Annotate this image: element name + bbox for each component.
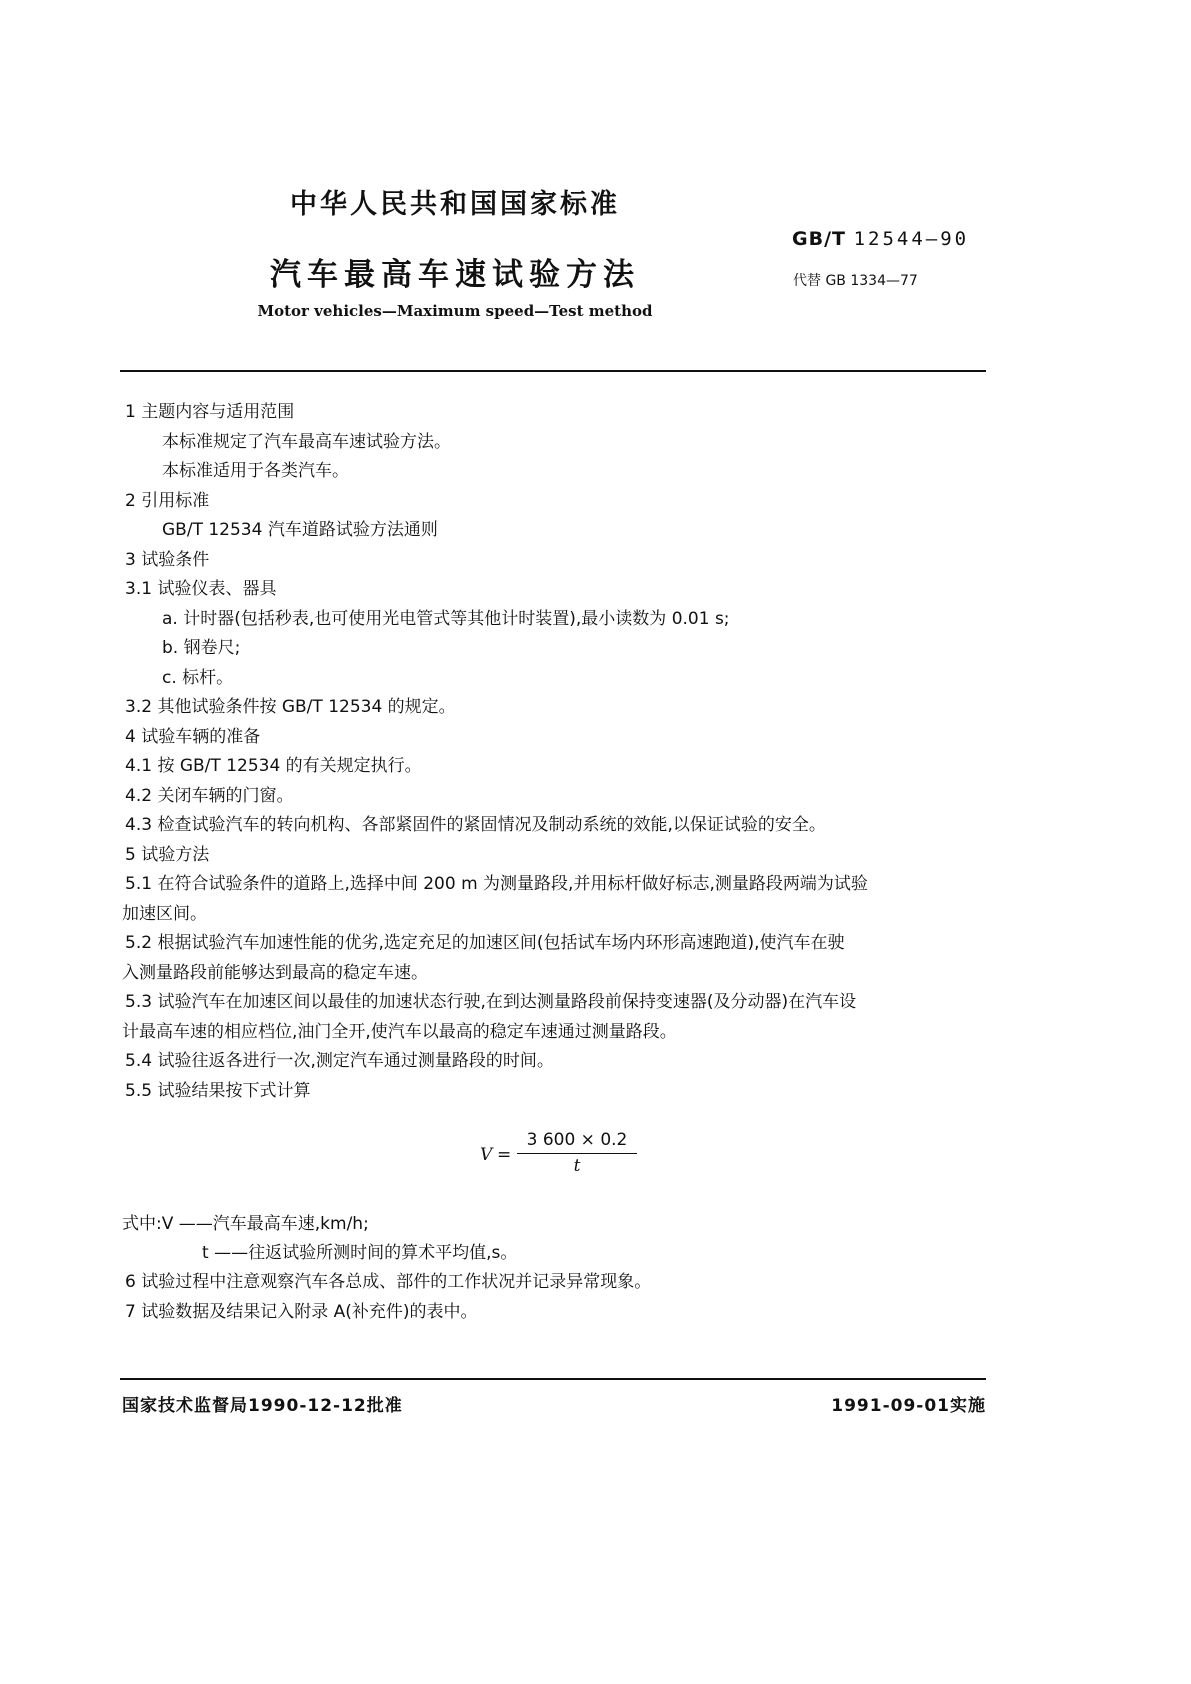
section-5-heading: 5 试验方法 — [125, 845, 210, 865]
standard-code-number: 12544—90 — [853, 228, 970, 250]
footer-divider — [120, 1378, 986, 1380]
formula-legend-v: 式中:V ——汽车最高车速,km/h; — [122, 1214, 369, 1234]
formula-denominator: t — [573, 1156, 581, 1176]
standard-code — [792, 228, 969, 250]
section-7: 7 试验数据及结果记入附录 A(补充件)的表中。 — [125, 1302, 478, 1322]
subsection-5-5: 5.5 试验结果按下式计算 — [125, 1081, 311, 1101]
section-4-heading: 4 试验车辆的准备 — [125, 727, 261, 747]
referenced-standard: GB/T 12534 汽车道路试验方法通则 — [162, 520, 438, 540]
subsection-5-2: 5.2 根据试验汽车加速性能的优劣,选定充足的加速区间(包括试车场内环形高速跑道),使汽车在驶 — [125, 933, 845, 953]
document-title-chinese: 汽车最高车速试验方法 — [270, 257, 640, 293]
paragraph-line: 入测量路段前能够达到最高的稳定车速。 — [122, 963, 428, 983]
list-item: c. 标杆。 — [162, 668, 234, 688]
subsection-4-2: 4.2 关闭车辆的门窗。 — [125, 786, 294, 806]
effective-date: 1991-09-01实施 — [831, 1396, 986, 1416]
national-standard-heading: 中华人民共和国国家标准 — [290, 189, 620, 220]
section-2-heading: 2 引用标准 — [125, 491, 210, 511]
paragraph-line: 本标准适用于各类汽车。 — [162, 461, 349, 481]
paragraph-line: 计最高车速的相应档位,油门全开,使汽车以最高的稳定车速通过测量路段。 — [122, 1022, 677, 1042]
section-1-heading: 1 主题内容与适用范围 — [125, 402, 295, 422]
list-item: b. 钢卷尺; — [162, 638, 241, 658]
section-6: 6 试验过程中注意观察汽车各总成、部件的工作状况并记录异常现象。 — [125, 1272, 652, 1292]
replaces-note: 代替 GB 1334—77 — [793, 273, 918, 289]
formula-fraction — [517, 1130, 637, 1176]
subsection-3-2: 3.2 其他试验条件按 GB/T 12534 的规定。 — [125, 697, 456, 717]
formula-variable-v: V — [480, 1145, 493, 1165]
subsection-4-3: 4.3 检查试验汽车的转向机构、各部紧固件的紧固情况及制动系统的效能,以保证试验的安全。 — [125, 815, 826, 835]
list-item: a. 计时器(包括秒表,也可使用光电管式等其他计时装置),最小读数为 0.01 s; — [162, 609, 730, 629]
paragraph-line: 加速区间。 — [122, 904, 207, 924]
subsection-5-1: 5.1 在符合试验条件的道路上,选择中间 200 m 为测量路段,并用标杆做好标志,测量路段两端为试验 — [125, 874, 868, 894]
header-divider — [120, 370, 986, 372]
approval-date: 国家技术监督局1990-12-12批准 — [122, 1396, 403, 1416]
formula-equals: = — [497, 1145, 512, 1165]
subsection-4-1: 4.1 按 GB/T 12534 的有关规定执行。 — [125, 756, 422, 776]
formula-legend-t: t ——往返试验所测时间的算术平均值,s。 — [202, 1243, 518, 1263]
subsection-5-4: 5.4 试验往返各进行一次,测定汽车通过测量路段的时间。 — [125, 1051, 554, 1071]
subsection-5-3: 5.3 试验汽车在加速区间以最佳的加速状态行驶,在到达测量路段前保持变速器(及分动器)在汽车设 — [125, 992, 857, 1012]
subsection-3-1: 3.1 试验仪表、器具 — [125, 579, 277, 599]
formula-numerator: 3 600 × 0.2 — [517, 1130, 637, 1154]
paragraph-line: 本标准规定了汽车最高车速试验方法。 — [162, 432, 451, 452]
standard-code-prefix: GB/T — [792, 228, 846, 250]
section-3-heading: 3 试验条件 — [125, 550, 210, 570]
document-title-english: Motor vehicles—Maximum speed—Test method — [257, 302, 653, 320]
